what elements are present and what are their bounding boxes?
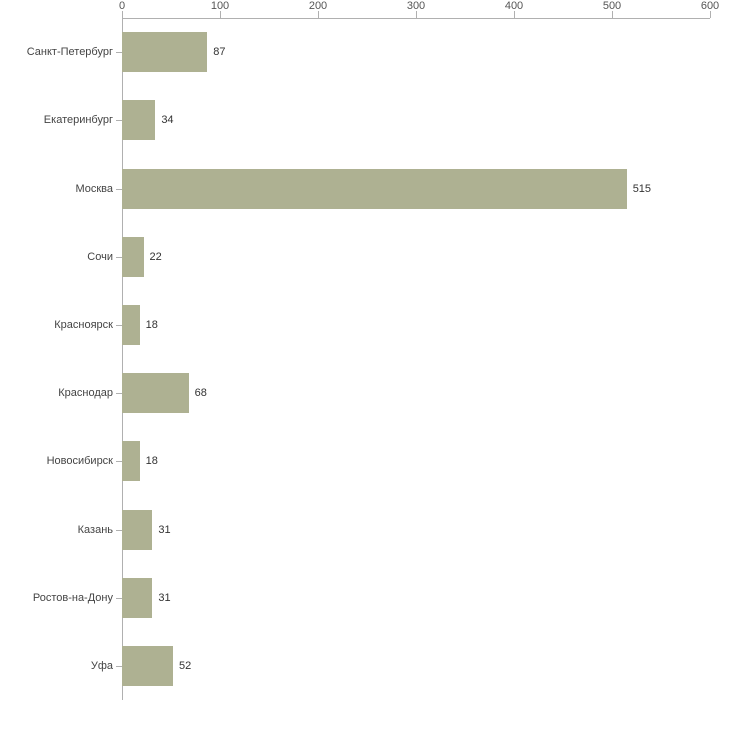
- category-label-slot: [0, 591, 113, 604]
- x-tick-label: 200: [308, 0, 328, 12]
- category-label-slot: [0, 387, 113, 400]
- category-label: Уфа: [90, 659, 113, 672]
- x-tick-label: 100: [210, 0, 230, 12]
- bar[interactable]: [122, 578, 152, 618]
- bar[interactable]: [122, 237, 144, 277]
- category-label-slot: [0, 318, 113, 331]
- bar-value-label: 18: [145, 455, 158, 468]
- category-label: Сочи: [87, 250, 113, 263]
- category-label: Ростов-на-Дону: [32, 591, 113, 604]
- bar-value-label: 22: [149, 250, 162, 263]
- bar[interactable]: [122, 373, 189, 413]
- category-label: Екатеринбург: [43, 114, 113, 127]
- bar-value-label: 18: [145, 318, 158, 331]
- x-tick-label: 0: [118, 0, 126, 12]
- bar-value-label: 87: [213, 46, 226, 59]
- x-tick: [318, 11, 319, 18]
- x-tick-label: 400: [504, 0, 524, 12]
- bar[interactable]: [122, 32, 207, 72]
- category-label-slot: [0, 250, 113, 263]
- x-tick-label: 300: [406, 0, 426, 12]
- bar[interactable]: [122, 510, 152, 550]
- bar[interactable]: [122, 646, 173, 686]
- bar-value-label: 52: [178, 659, 192, 672]
- bar-value-label: 515: [632, 182, 652, 195]
- category-label-slot: [0, 523, 113, 536]
- x-tick: [416, 11, 417, 18]
- x-tick-label: 600: [700, 0, 720, 12]
- x-tick: [514, 11, 515, 18]
- x-tick: [122, 11, 123, 18]
- bar[interactable]: [122, 169, 627, 209]
- bar[interactable]: [122, 100, 155, 140]
- category-label-slot: [0, 46, 113, 59]
- category-label-slot: [0, 455, 113, 468]
- category-label: Казань: [77, 523, 113, 536]
- bar-value-label: 31: [158, 523, 171, 536]
- category-label: Краснодар: [58, 387, 113, 400]
- x-tick: [220, 11, 221, 18]
- x-tick-label: 500: [602, 0, 622, 12]
- bar[interactable]: [122, 305, 140, 345]
- x-tick: [710, 11, 711, 18]
- category-label-slot: [0, 114, 113, 127]
- bar-value-label: 34: [161, 114, 174, 127]
- bar-value-label: 68: [194, 387, 207, 400]
- category-label: Санкт-Петербург: [26, 46, 113, 59]
- x-tick: [612, 11, 613, 18]
- category-label: Москва: [75, 182, 113, 195]
- category-label: Красноярск: [54, 318, 113, 331]
- bar-value-label: 31: [158, 591, 171, 604]
- category-label-slot: [0, 182, 113, 195]
- category-label-slot: [0, 659, 113, 672]
- bars-layer: [122, 18, 710, 700]
- category-label: Новосибирск: [46, 455, 113, 468]
- bar[interactable]: [122, 441, 140, 481]
